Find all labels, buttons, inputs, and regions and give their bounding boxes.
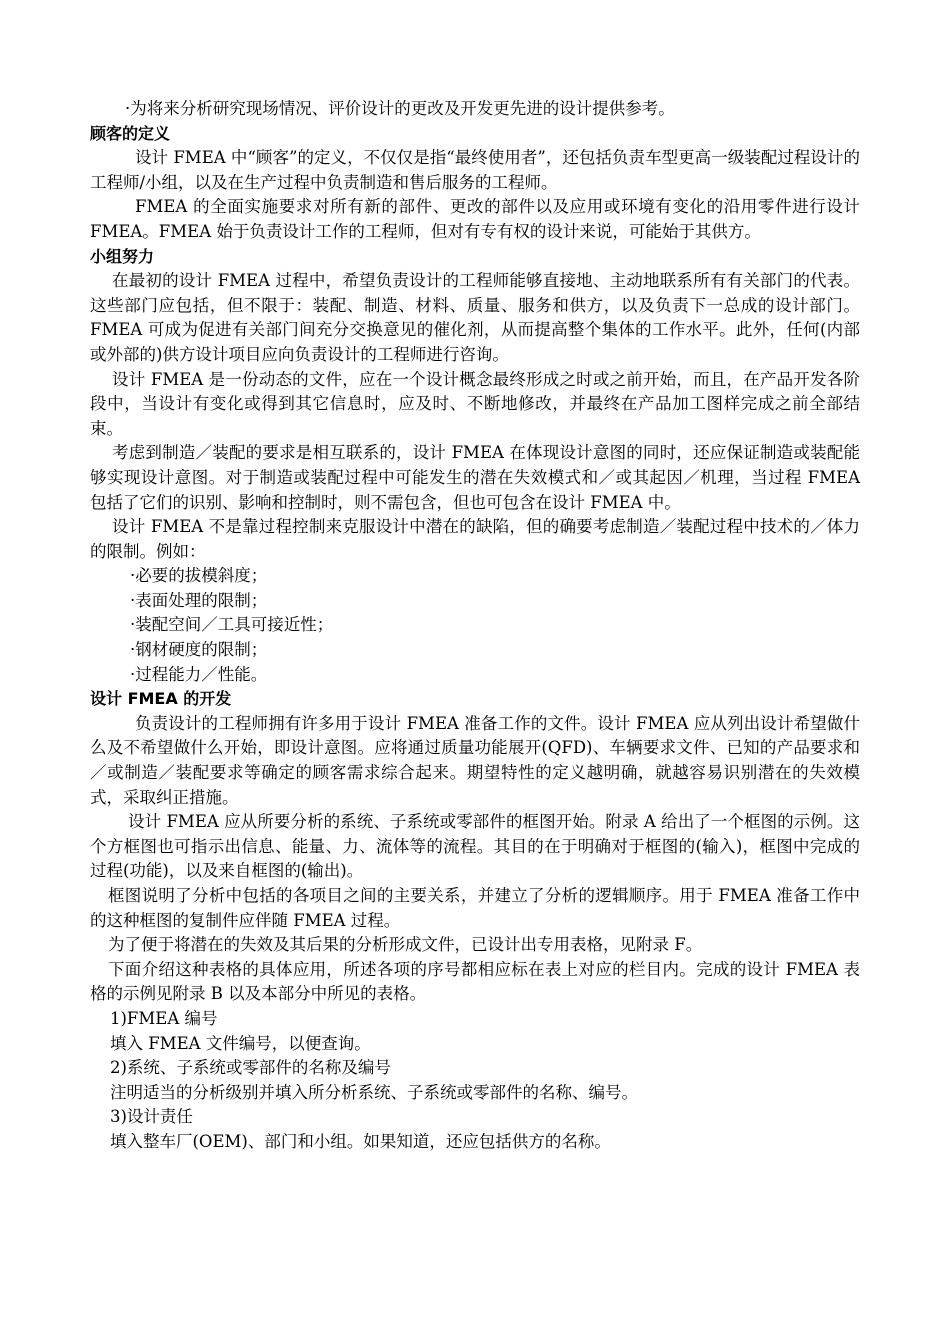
bullet-item: ·钢材硬度的限制； [130, 640, 268, 660]
numbered-item: 2)系统、子系统或零部件的名称及编号 [110, 1058, 391, 1078]
heading-team-effort: 小组努力 [90, 246, 155, 266]
paragraph: 设计 FMEA 不是靠过程控制来克服设计中潜在的缺陷，但的确要考虑制造／装配过程中技术的／体力的限制。例如： [90, 517, 860, 561]
paragraph: 为了便于将潜在的失效及其后果的分析形成文件，已设计出专用表格，见附录 F。 [108, 935, 703, 955]
paragraph: 设计 FMEA 是一份动态的文件，应在一个设计概念最终形成之时或之前开始，而且，在产品开发各阶段中，当设计有变化或得到其它信息时，应及时、不断地修改，并最终在产品加工图样完成之前全部结束。 [90, 369, 860, 438]
paragraph: 考虑到制造／装配的要求是相互联系的，设计 FMEA 在体现设计意图的同时，还应保证制造或装配能够实现设计意图。对于制造或装配过程中可能发生的潜在失效模式和／或其起因／机理，当过程 FMEA 包括了它们的识别、影响和控制时，则不需包含，但也可包含在设计 FMEA 中。 [90, 443, 860, 512]
paragraph: 负责设计的工程师拥有许多用于设计 FMEA 准备工作的文件。设计 FMEA 应从列出设计希望做什么及不希望做什么开始，即设计意图。应将通过质量功能展开(QFD)、车辆要求文件、已知的产品要求和／或制造／装配要求等确定的顾客需求综合起来。期望特性的定义越明确，就越容易识别潜在的失效模式，采取纠正措施。 [90, 713, 860, 807]
paragraph: 框图说明了分析中包括的各项目之间的主要关系，并建立了分析的逻辑顺序。用于 FMEA 准备工作中的这种框图的复制件应伴随 FMEA 过程。 [90, 886, 860, 930]
paragraph: FMEA 的全面实施要求对所有新的部件、更改的部件以及应用或环境有变化的沿用零件进行设计 FMEA。FMEA 始于负责设计工作的工程师，但对有专有权的设计来说，可能始于其供方。 [90, 197, 860, 241]
intro-bullet: ·为将来分析研究现场情况、评价设计的更改及开发更先进的设计提供参考。 [125, 99, 675, 118]
paragraph: 下面介绍这种表格的具体应用，所述各项的序号都相应标在表上对应的栏目内。完成的设计 FMEA 表格的示例见附录 B 以及本部分中所见的表格。 [90, 959, 860, 1004]
item-description: 注明适当的分析级别并填入所分析系统、子系统或零部件的名称、编号。 [110, 1082, 638, 1102]
paragraph: 设计 FMEA 中“顾客”的定义，不仅仅是指“最终使用者”，还包括负责车型更高一级装配过程设计的工程师/小组，以及在生产过程中负责制造和售后服务的工程师。 [90, 148, 860, 192]
heading-design-fmea-development: 设计 FMEA 的开发 [90, 689, 232, 709]
paragraph: 在最初的设计 FMEA 过程中，希望负责设计的工程师能够直接地、主动地联系所有有关部门的代表。这些部门应包括，但不限于：装配、制造、材料、质量、服务和供方，以及负责下一总成的设计部门。FMEA 可成为促进有关部门间充分交换意见的催化剂，从而提高整个集体的工作水平。此外，任何(内部或外部的)供方设计项目应向负责设计的工程师进行咨询。 [90, 271, 860, 364]
bullet-item: ·装配空间／工具可接近性； [130, 615, 334, 635]
heading-customer-definition: 顾客的定义 [90, 123, 171, 143]
numbered-item: 1)FMEA 编号 [110, 1008, 218, 1028]
item-description: 填入整车厂(OEM)、部门和小组。如果知道，还应包括供方的名称。 [110, 1131, 611, 1151]
bullet-item: ·必要的拔模斜度； [130, 566, 268, 586]
numbered-item: 3)设计责任 [110, 1107, 193, 1127]
item-description: 填入 FMEA 文件编号，以便查询。 [110, 1033, 371, 1053]
bullet-item: ·表面处理的限制； [130, 590, 268, 610]
paragraph: 设计 FMEA 应从所要分析的系统、子系统或零部件的框图开始。附录 A 给出了一个框图的示例。这个方框图也可指示出信息、能量、力、流体等的流程。其目的在于明确对于框图的(输入)，框图中完成的过程(功能)，以及来自框图的(输出)。 [90, 812, 860, 881]
document-page [90, 97, 860, 1155]
bullet-item: ·过程能力／性能。 [130, 664, 268, 684]
